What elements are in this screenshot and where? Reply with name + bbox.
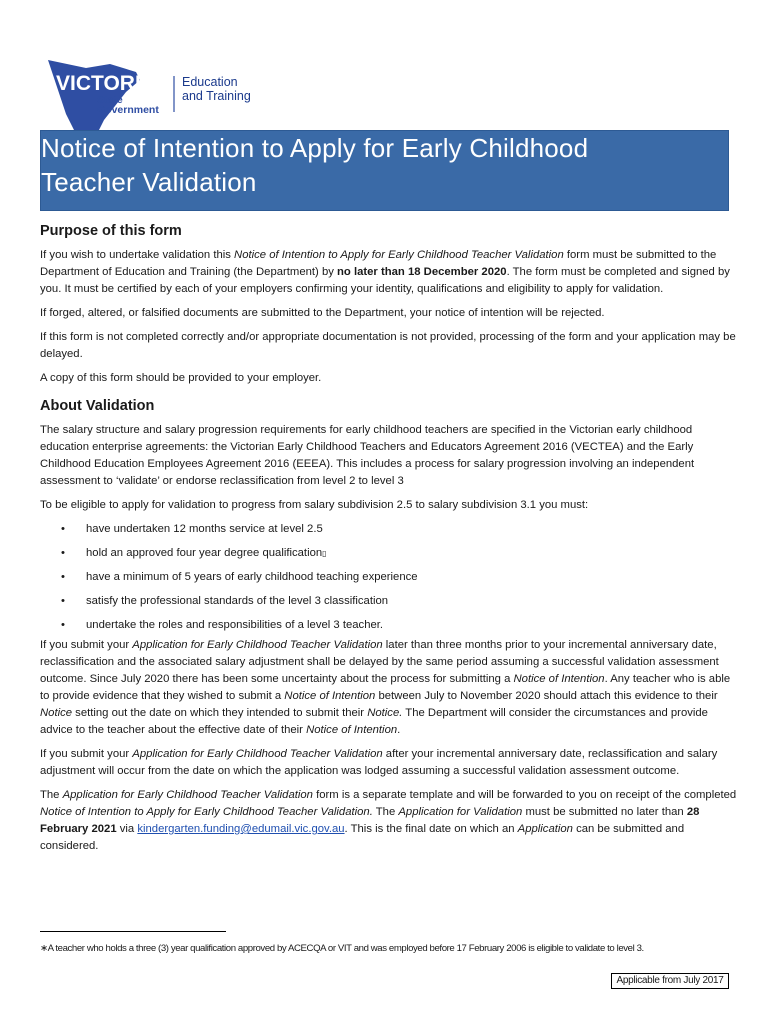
form-content xyxy=(40,222,740,862)
validation-paragraph-5: The Application for Early Childhood Teacher Validation form is a separate template and will be forwarded to you on receipt of the completed Notice of Intention to Apply for Early Childhood Teacher Validation. The Application for Validation must be submitted no later than 28 February 2021 via kindergarten.funding@edumail.vic.gov.au. This is the final date on which an Application can be submitted and considered. xyxy=(40,789,737,852)
title-line2: Teacher Validation xyxy=(41,167,257,197)
validation-paragraph-3: If you submit your Application for Early Childhood Teacher Validation later than three months prior to your incremental anniversary date, reclassification and the associated salary adjustment shall be delayed by the same period assuming a successful validation assessment outcome. Since July 2020 there has been some uncertainty about the process for submitting a Notice of Intention. Any teacher who is able to provide evidence that they wished to submit a Notice of Intention between July to November 2020 should attach this evidence to their Notice setting out the date on which they intended to submit their Notice. The Department will consider the circumstances and provide advice to the teacher about the effective date of their Notice of Intention. xyxy=(40,639,731,736)
list-item: • undertake the roles and responsibilities of a level 3 teacher. xyxy=(61,619,384,631)
list-item: • hold an approved four year degree qualification▯ xyxy=(61,547,327,559)
validation-heading: About Validation xyxy=(40,398,155,414)
email-link[interactable]: kindergarten.funding@edumail.vic.gov.au xyxy=(137,823,345,835)
validation-paragraph-1: The salary structure and salary progression requirements for early childhood teachers are specified in the Victorian early childhood education enterprise agreements: the Victorian Early Childhood Teachers and Educators Agreement 2016 (VECTEA) and the Early Childhood Education Employees Agreement 2016 (EEEA). This includes a process for salary progression involving an independent assessment to ‘validate’ or endorse reclassification from level 2 to level 3 xyxy=(40,424,695,487)
list-item: • have undertaken 12 months service at level 2.5 xyxy=(61,523,323,535)
purpose-paragraph-2: If forged, altered, or falsified documents are submitted to the Department, your notice of intention will be rejected. xyxy=(40,307,605,319)
footnote-reference: ▯ xyxy=(322,549,327,558)
validation-paragraph-4: If you submit your Application for Early Childhood Teacher Validation after your incremental anniversary date, reclassification and salary adjustment will occur from the date on which the application was lodged assuming a successful validation assessment outcome. xyxy=(40,748,718,777)
purpose-paragraph-3: If this form is not completed correctly and/or appropriate documentation is not provided, processing of the form and your application may be delayed. xyxy=(40,331,736,360)
list-item: • have a minimum of 5 years of early childhood teaching experience xyxy=(61,571,418,583)
footnote-divider xyxy=(40,931,226,932)
logo-government-text: Government xyxy=(97,104,159,116)
purpose-heading: Purpose of this form xyxy=(40,223,182,239)
list-item: • satisfy the professional standards of the level 3 classification xyxy=(61,595,389,607)
page-title xyxy=(41,131,701,199)
validation-paragraph-2: To be eligible to apply for validation to progress from salary subdivision 2.5 to salary subdivision 3.1 you must: xyxy=(40,499,589,511)
purpose-paragraph-4: A copy of this form should be provided to your employer. xyxy=(40,372,322,384)
applicable-date-badge: Applicable from July 2017 xyxy=(611,973,729,989)
dept-line1: Education xyxy=(182,75,238,89)
logo-state-text: State xyxy=(97,94,123,106)
dept-line2: and Training xyxy=(182,89,251,103)
purpose-paragraph-1: If you wish to undertake validation this Notice of Intention to Apply for Early Childhood Teacher Validation form must be submitted to the Department of Education and Training (the Department) by no later than 18 December 2020. The form must be completed and signed by you. It must be certified by each of your employers confirming your identity, qualifications and eligibility to apply for validation. xyxy=(40,249,730,295)
eligibility-list xyxy=(40,521,740,637)
title-banner xyxy=(40,130,729,211)
footnote: ∗A teacher who holds a three (3) year qualification approved by ACECQA or VIT and was employed before 17 February 2006 is eligible to validate to level 3. xyxy=(40,943,644,954)
title-line1: Notice of Intention to Apply for Early Childhood xyxy=(41,133,589,163)
logo-main-text: VICTORIA xyxy=(56,72,156,95)
